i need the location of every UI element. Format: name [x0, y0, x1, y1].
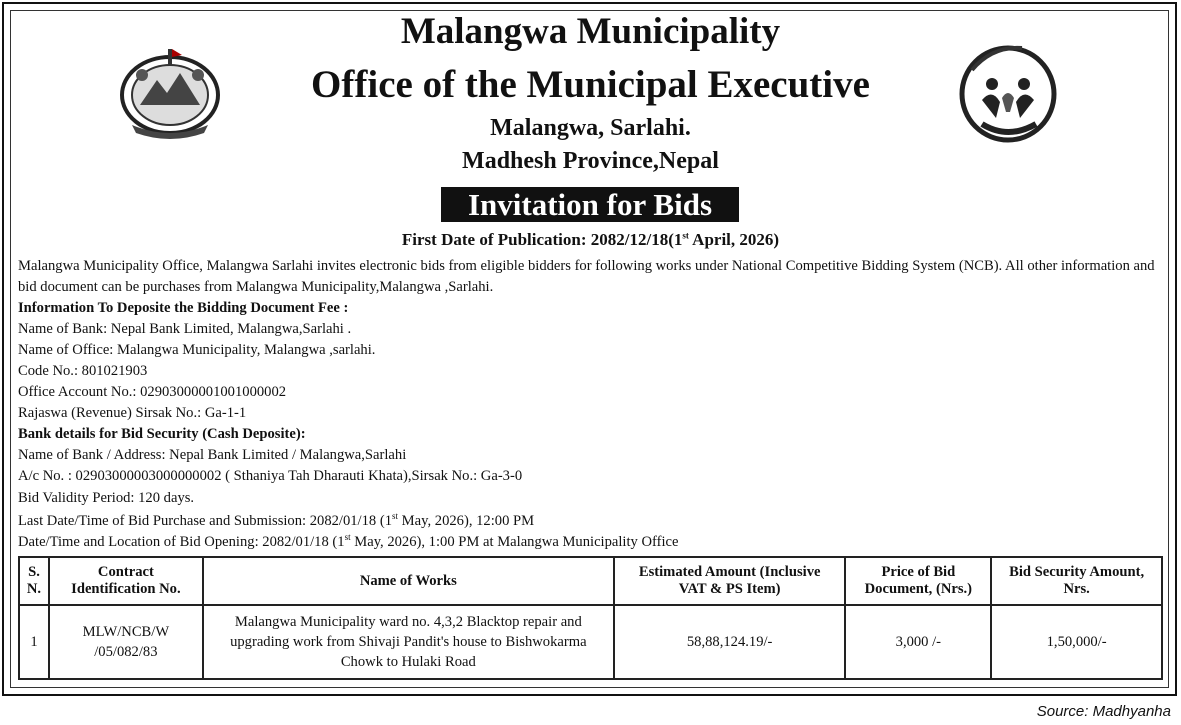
table-header-row — [19, 557, 1162, 605]
cell-contract: MLW/NCB/W /05/082/83 — [49, 605, 203, 679]
security-heading: Bank details for Bid Security (Cash Deposite): — [18, 426, 306, 442]
office-location: Malangwa, Sarlahi. — [490, 115, 691, 141]
fee-bank: Name of Bank: Nepal Bank Limited, Malangwa,Sarlahi . — [18, 321, 352, 337]
fee-code: Code No.: 801021903 — [18, 363, 148, 379]
bid-validity: Bid Validity Period: 120 days. — [18, 490, 195, 506]
security-account: A/c No. : 02903000003000000002 ( Sthaniya Tah Dharauti Khata),Sirsak No.: Ga-3-0 — [18, 468, 523, 484]
submission-deadline: Last Date/Time of Bid Purchase and Submission: 2082/01/18 (1st May, 2026), 12:00 PM — [18, 511, 535, 529]
cell-security: 1,50,000/- — [991, 605, 1162, 679]
source-credit: Source: Madhyanha — [1036, 703, 1171, 720]
fee-revenue: Rajaswa (Revenue) Sirsak No.: Ga-1-1 — [18, 405, 247, 421]
cell-price: 3,000 /- — [845, 605, 991, 679]
col-security: Bid Security Amount, Nrs. — [991, 557, 1162, 605]
municipality-name: Malangwa Municipality — [400, 11, 781, 52]
invitation-banner: Invitation for Bids — [441, 187, 739, 222]
table-row — [19, 605, 1162, 679]
cell-sn: 1 — [19, 605, 49, 679]
bid-opening: Date/Time and Location of Bid Opening: 2082/01/18 (1st May, 2026), 1:00 PM at Malangwa Municipality Office — [18, 532, 679, 550]
security-bank: Name of Bank / Address: Nepal Bank Limited / Malangwa,Sarlahi — [18, 447, 407, 463]
col-works: Name of Works — [203, 557, 614, 605]
col-estimate: Estimated Amount (Inclusive VAT & PS Item) — [614, 557, 846, 605]
col-price: Price of Bid Document, (Nrs.) — [845, 557, 991, 605]
province-name: Madhesh Province,Nepal — [462, 148, 719, 174]
fee-account: Office Account No.: 02903000001001000002 — [18, 384, 287, 400]
cell-works: Malangwa Municipality ward no. 4,3,2 Blacktop repair and upgrading work from Shivaji Pandit's house to Bishwokarma Chowk to Hulaki Road — [203, 605, 614, 679]
fee-heading: Information To Deposite the Bidding Document Fee : — [18, 300, 349, 316]
publication-date: First Date of Publication: 2082/12/18(1st April, 2026) — [401, 230, 780, 249]
fee-office: Name of Office: Malangwa Municipality, Malangwa ,sarlahi. — [18, 342, 376, 358]
bid-table — [18, 556, 1163, 680]
cell-estimate: 58,88,124.19/- — [614, 605, 846, 679]
intro-paragraph: Malangwa Municipality Office, Malangwa Sarlahi invites electronic bids from eligible bidders for following works under National Competitive Bidding System (NCB). All other information and bid document can be purchases from Malangwa Municipality,Malangwa ,Sarlahi. — [18, 258, 1155, 295]
office-title: Office of the Municipal Executive — [311, 63, 870, 106]
col-contract: Contract Identification No. — [49, 557, 203, 605]
col-sn: S. N. — [19, 557, 49, 605]
